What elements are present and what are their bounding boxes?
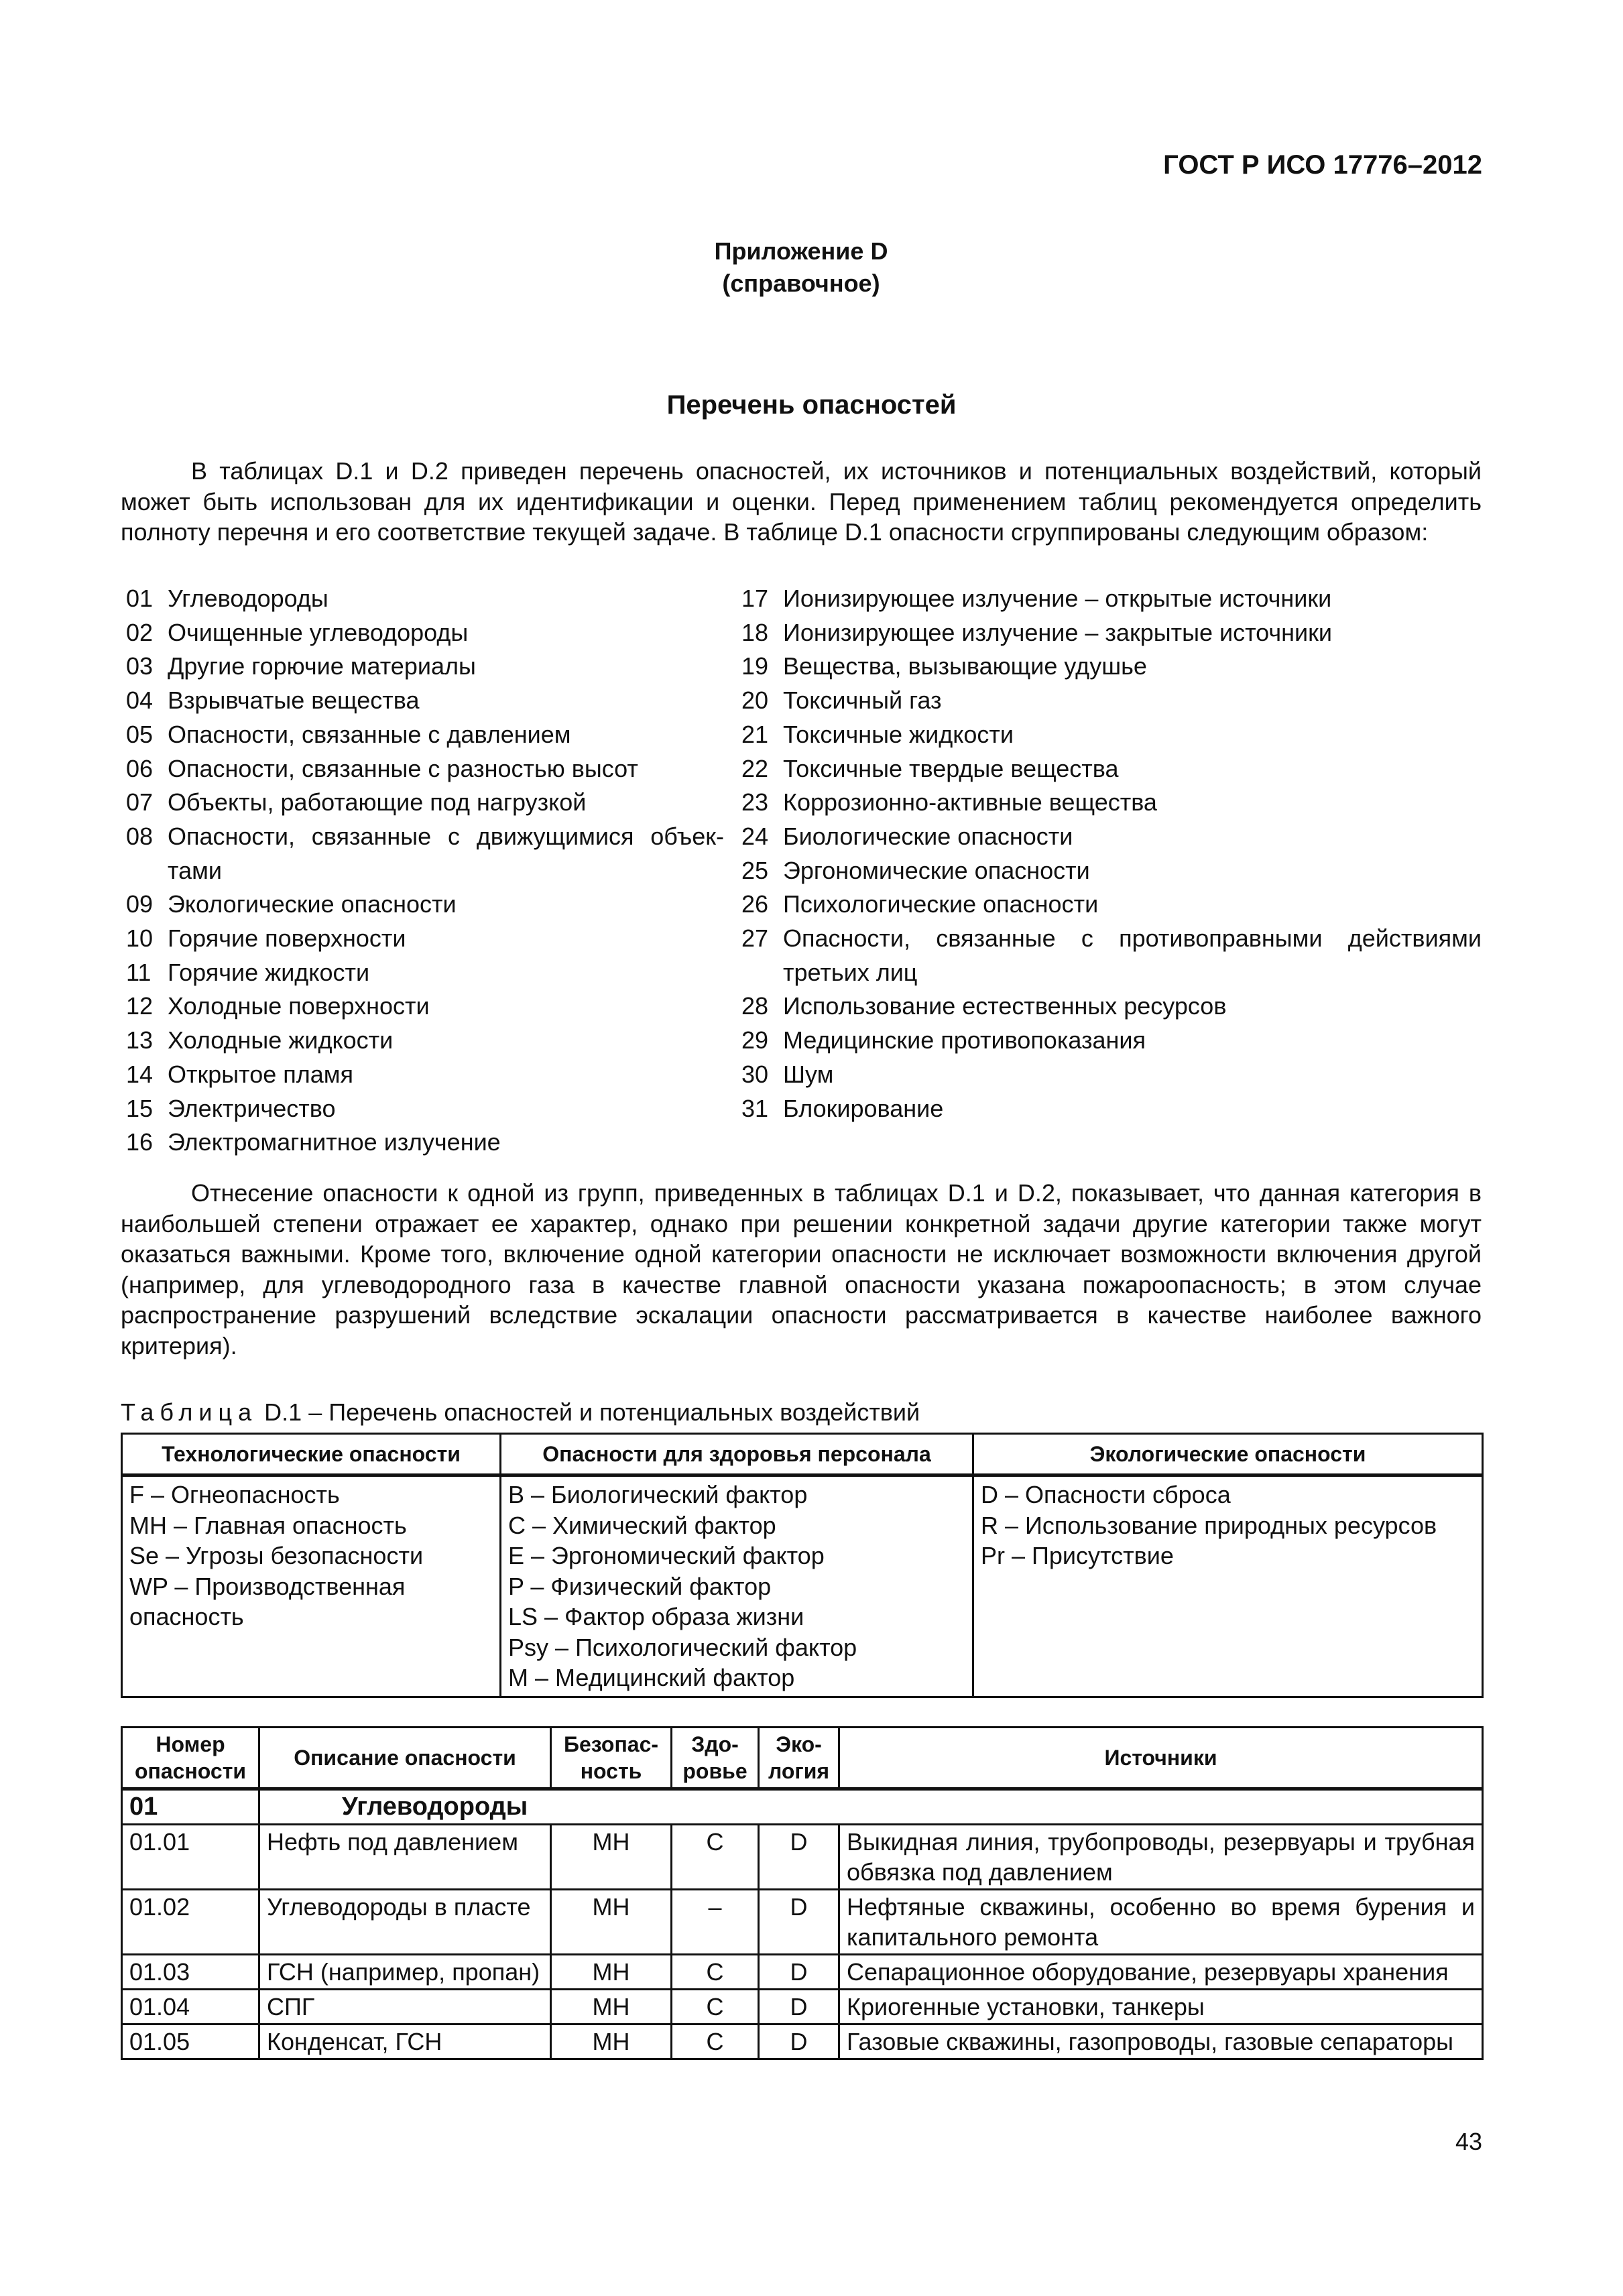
hazard-group-item bbox=[126, 752, 724, 786]
hazard-number: 01.05 bbox=[122, 2025, 259, 2059]
hazard-group-name: Холодные поверхности bbox=[168, 992, 430, 1020]
hazard-group-item bbox=[126, 888, 724, 922]
hazard-number: 01.04 bbox=[122, 1990, 259, 2025]
intro-paragraph: В таблицах D.1 и D.2 приведен перечень опасностей, их источников и потенциальных воздействий, который может быть использован для их идентификации и оценки. Перед применением таблиц рекомендуется определить полноту перечня и его соответствие текущей задаче. В таблице D.1 опасности сгруппированы следующим образом: bbox=[121, 457, 1482, 546]
hazard-table bbox=[121, 1726, 1484, 2060]
hazard-number: 01.02 bbox=[122, 1890, 259, 1955]
health-code: C bbox=[672, 1955, 759, 1990]
hazard-groups-right-column bbox=[741, 582, 1482, 1126]
hazard-group-number: 12 bbox=[126, 992, 154, 1020]
hazard-group-name: Экологические опасности bbox=[168, 890, 457, 918]
hazard-group-item bbox=[741, 752, 1482, 786]
hazard-group-item bbox=[126, 718, 724, 752]
header-health: Здоровье bbox=[672, 1728, 759, 1789]
hazard-group-name: Опасности, связанные с движущимися объектами bbox=[168, 822, 724, 884]
hazard-group-row bbox=[122, 1789, 1483, 1825]
hazard-group-number: 19 bbox=[741, 652, 769, 680]
hazard-group-item bbox=[741, 1058, 1482, 1092]
legend-item: E – Эргономический фактор bbox=[508, 1542, 825, 1569]
legend-header-ecological: Экологические опасности bbox=[973, 1434, 1483, 1475]
hazard-group-number: 30 bbox=[741, 1060, 769, 1088]
hazard-number: 01.01 bbox=[122, 1825, 259, 1890]
hazard-group-name: Взрывчатые вещества bbox=[168, 686, 420, 715]
hazard-group-item bbox=[741, 922, 1482, 989]
hazard-group-name: Горячие поверхности bbox=[168, 924, 406, 953]
legend-item: MH – Главная опасность bbox=[129, 1511, 407, 1539]
legend-item: F – Огнеопасность bbox=[129, 1481, 340, 1508]
page-number: 43 bbox=[1455, 2128, 1482, 2155]
hazard-group-item bbox=[126, 650, 724, 684]
hazard-group-item bbox=[126, 616, 724, 650]
hazard-group-name: Другие горючие материалы bbox=[168, 652, 476, 680]
hazard-group-item bbox=[126, 582, 724, 616]
hazard-group-name: Психологические опасности bbox=[783, 890, 1099, 918]
hazard-group-item bbox=[126, 922, 724, 956]
hazard-description: Углеводороды в пласте bbox=[259, 1890, 551, 1955]
hazard-description: ГСН (например, пропан) bbox=[259, 1955, 551, 1990]
hazard-description: СПГ bbox=[259, 1990, 551, 2025]
group-number: 01 bbox=[122, 1789, 259, 1825]
table-caption-label: Таблица bbox=[121, 1398, 258, 1426]
hazard-group-name: Ионизирующее излучение – закрытые источники bbox=[783, 618, 1332, 646]
hazard-group-name: Использование естественных ресурсов bbox=[783, 992, 1227, 1020]
hazard-group-number: 28 bbox=[741, 992, 769, 1020]
hazard-group-number: 06 bbox=[126, 754, 154, 782]
hazard-group-number: 23 bbox=[741, 788, 769, 817]
header-ecology: Экология bbox=[759, 1728, 839, 1789]
hazard-group-name: Опасности, связанные с разностью высот bbox=[168, 754, 638, 782]
group-name: Углеводороды bbox=[259, 1789, 1483, 1825]
health-code: C bbox=[672, 1825, 759, 1890]
hazard-number: 01.03 bbox=[122, 1955, 259, 1990]
legend-item: R – Использование природных ресурсов bbox=[981, 1511, 1437, 1539]
ecology-code: D bbox=[759, 1825, 839, 1890]
legend-item: Pr – Присутствие bbox=[981, 1542, 1174, 1569]
hazard-group-item bbox=[741, 1024, 1482, 1058]
ecology-code: D bbox=[759, 1990, 839, 2025]
hazard-group-number: 18 bbox=[741, 618, 769, 646]
legend-item: P – Физический фактор bbox=[508, 1572, 772, 1600]
header-hazard-number: Номер опасности bbox=[122, 1728, 259, 1789]
hazard-group-item bbox=[126, 989, 724, 1024]
table-caption-text: D.1 – Перечень опасностей и потенциальных воздействий bbox=[264, 1398, 920, 1426]
hazard-group-item bbox=[126, 1024, 724, 1058]
table-row bbox=[122, 1990, 1483, 2025]
legend-header-technological: Технологические опасности bbox=[122, 1434, 501, 1475]
legend-item: M – Медицинский фактор bbox=[508, 1664, 795, 1691]
hazard-sources: Криогенные установки, танкеры bbox=[839, 1990, 1483, 2025]
hazard-group-name: Объекты, работающие под нагрузкой bbox=[168, 788, 587, 817]
table-row bbox=[122, 1890, 1483, 1955]
hazard-group-number: 31 bbox=[741, 1094, 769, 1122]
hazard-group-number: 07 bbox=[126, 788, 154, 817]
legend-item: LS – Фактор образа жизни bbox=[508, 1603, 804, 1630]
hazard-group-item bbox=[126, 956, 724, 990]
hazard-group-number: 13 bbox=[126, 1026, 154, 1054]
standard-code: ГОСТ Р ИСО 17776–2012 bbox=[1163, 150, 1482, 180]
hazard-group-number: 09 bbox=[126, 890, 154, 918]
hazard-group-name: Электричество bbox=[168, 1094, 336, 1122]
safety-code: MH bbox=[551, 1890, 672, 1955]
hazard-group-item bbox=[741, 820, 1482, 854]
legend-item: WP – Производственная опасность bbox=[129, 1572, 406, 1630]
hazard-group-item bbox=[126, 1126, 724, 1160]
legend-ecological-cell bbox=[973, 1475, 1483, 1697]
hazard-group-item bbox=[741, 786, 1482, 820]
hazard-group-item bbox=[741, 989, 1482, 1024]
ecology-code: D bbox=[759, 1955, 839, 1990]
safety-code: MH bbox=[551, 2025, 672, 2059]
hazard-group-number: 16 bbox=[126, 1128, 154, 1156]
legend-item: Se – Угрозы безопасности bbox=[129, 1542, 424, 1569]
header-hazard-description: Описание опасности bbox=[259, 1728, 551, 1789]
hazard-group-name: Опасности, связанные с давлением bbox=[168, 720, 571, 748]
table-caption bbox=[121, 1396, 920, 1429]
hazard-group-name: Медицинские противопоказания bbox=[783, 1026, 1146, 1054]
hazard-group-number: 17 bbox=[741, 585, 769, 612]
hazard-description: Конденсат, ГСН bbox=[259, 2025, 551, 2059]
ecology-code: D bbox=[759, 2025, 839, 2059]
hazard-group-number: 20 bbox=[741, 686, 769, 715]
safety-code: MH bbox=[551, 1955, 672, 1990]
hazard-group-name: Холодные жидкости bbox=[168, 1026, 394, 1054]
hazard-group-item bbox=[741, 650, 1482, 684]
health-code: C bbox=[672, 2025, 759, 2059]
hazard-group-name: Токсичные жидкости bbox=[783, 720, 1014, 748]
hazard-sources: Нефтяные скважины, особенно во время бурения и капитального ремонта bbox=[839, 1890, 1483, 1955]
hazard-group-number: 04 bbox=[126, 686, 154, 715]
hazard-group-name: Эргономические опасности bbox=[783, 856, 1090, 884]
hazard-group-item bbox=[741, 718, 1482, 752]
hazard-group-name: Токсичные твердые вещества bbox=[783, 754, 1119, 782]
hazard-group-item bbox=[741, 1092, 1482, 1126]
second-paragraph: Отнесение опасности к одной из групп, приведенных в таблицах D.1 и D.2, показывает, что данная категория в наибольшей степени отражает ее характер, однако при решении конкретной задачи другие категории также могут оказаться важными. Кроме того, включение одной категории опасности не исключает возможности включения другой (например, для углеводородного газа в качестве главной опасности указана пожароопасность; в этом случае распространение разрушений вследствие эскалации опасности рассматривается в качестве наиболее важного критерия). bbox=[121, 1179, 1482, 1360]
hazard-sources: Сепарационное оборудование, резервуары хранения bbox=[839, 1955, 1483, 1990]
hazard-group-name: Вещества, вызывающие удушье bbox=[783, 652, 1147, 680]
appendix-title: Приложение D bbox=[714, 237, 888, 265]
hazard-group-number: 24 bbox=[741, 822, 769, 850]
hazard-groups-left-column bbox=[126, 582, 724, 1160]
hazard-group-number: 08 bbox=[126, 822, 154, 850]
safety-code: MH bbox=[551, 1825, 672, 1890]
hazard-group-item bbox=[126, 820, 724, 888]
header-safety: Безопасность bbox=[551, 1728, 672, 1789]
table-row bbox=[122, 1955, 1483, 1990]
hazard-description: Нефть под давлением bbox=[259, 1825, 551, 1890]
hazard-group-item bbox=[741, 684, 1482, 718]
hazard-group-number: 14 bbox=[126, 1060, 154, 1088]
hazard-group-number: 10 bbox=[126, 924, 154, 953]
legend-table bbox=[121, 1433, 1484, 1698]
hazard-group-name: Электромагнитное излучение bbox=[168, 1128, 501, 1156]
hazard-group-name: Горячие жидкости bbox=[168, 958, 370, 986]
hazard-group-number: 01 bbox=[126, 585, 154, 612]
appendix-status: (справочное) bbox=[722, 269, 880, 297]
health-code: – bbox=[672, 1890, 759, 1955]
ecology-code: D bbox=[759, 1890, 839, 1955]
hazard-group-name: Коррозионно-активные вещества bbox=[783, 788, 1157, 817]
hazard-group-item bbox=[126, 786, 724, 820]
legend-item: Psy – Психологический фактор bbox=[508, 1633, 857, 1661]
hazard-group-name: Углеводороды bbox=[168, 585, 328, 612]
hazard-group-number: 05 bbox=[126, 720, 154, 748]
legend-health-cell bbox=[501, 1475, 973, 1697]
hazard-group-name: Блокирование bbox=[783, 1094, 944, 1122]
hazard-group-name: Открытое пламя bbox=[168, 1060, 354, 1088]
hazard-group-item bbox=[741, 616, 1482, 650]
hazard-group-name: Шум bbox=[783, 1060, 834, 1088]
legend-item: B – Биологический фактор bbox=[508, 1481, 808, 1508]
hazard-sources: Выкидная линия, трубопроводы, резервуары и трубная обвязка под давлением bbox=[839, 1825, 1483, 1890]
hazard-group-name: Ионизирующее излучение – открытые источники bbox=[783, 585, 1332, 612]
hazard-group-name: Токсичный газ bbox=[783, 686, 942, 715]
hazard-group-number: 25 bbox=[741, 856, 769, 884]
hazard-group-item bbox=[126, 684, 724, 718]
hazard-group-number: 26 bbox=[741, 890, 769, 918]
hazard-group-item bbox=[126, 1058, 724, 1092]
hazard-group-name: Очищенные углеводороды bbox=[168, 618, 469, 646]
hazard-group-item bbox=[741, 582, 1482, 616]
health-code: C bbox=[672, 1990, 759, 2025]
hazard-group-item bbox=[741, 854, 1482, 888]
legend-technological-cell bbox=[122, 1475, 501, 1697]
header-sources: Источники bbox=[839, 1728, 1483, 1789]
legend-item: C – Химический фактор bbox=[508, 1511, 776, 1539]
section-title: Перечень опасностей bbox=[666, 390, 957, 420]
hazard-group-number: 22 bbox=[741, 754, 769, 782]
hazard-group-name: Биологические опасности bbox=[783, 822, 1073, 850]
hazard-group-number: 27 bbox=[741, 924, 769, 953]
hazard-group-item bbox=[126, 1092, 724, 1126]
hazard-group-number: 11 bbox=[126, 958, 152, 986]
hazard-group-name: Опасности, связанные с противоправными действиями третьих лиц bbox=[783, 924, 1482, 986]
hazard-group-number: 29 bbox=[741, 1026, 769, 1054]
legend-header-health: Опасности для здоровья персонала bbox=[501, 1434, 973, 1475]
table-row bbox=[122, 2025, 1483, 2059]
hazard-group-number: 02 bbox=[126, 618, 154, 646]
hazard-group-number: 21 bbox=[741, 720, 769, 748]
hazard-sources: Газовые скважины, газопроводы, газовые сепараторы bbox=[839, 2025, 1483, 2059]
safety-code: MH bbox=[551, 1990, 672, 2025]
hazard-group-number: 15 bbox=[126, 1094, 154, 1122]
hazard-group-number: 03 bbox=[126, 652, 154, 680]
table-row bbox=[122, 1825, 1483, 1890]
hazard-group-item bbox=[741, 888, 1482, 922]
legend-item: D – Опасности сброса bbox=[981, 1481, 1231, 1508]
